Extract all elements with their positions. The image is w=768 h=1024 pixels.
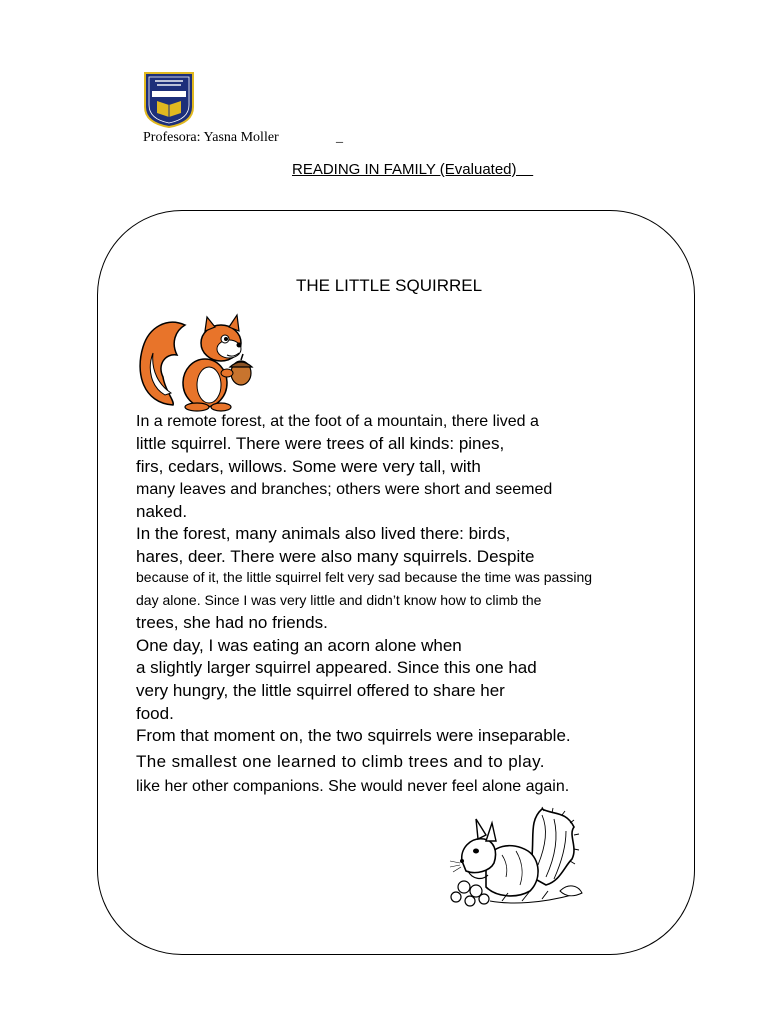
school-crest-logo [143, 71, 195, 129]
story-line: In the forest, many animals also lived there: birds, [136, 524, 511, 543]
document-title: READING IN FAMILY (Evaluated) [292, 161, 534, 178]
story-line: The smallest one learned to climb trees and to play. [136, 752, 545, 771]
story-line: because of it, the little squirrel felt very sad because the time was passing [136, 569, 593, 585]
story-line: hares, deer. There were also many squirrels. Despite [136, 547, 535, 566]
story-line: One day, I was eating an acorn alone when [136, 636, 462, 655]
story-line: naked. [136, 502, 188, 521]
story-title: THE LITTLE SQUIRREL [296, 276, 483, 295]
story-line: a slightly larger squirrel appeared. Since this one had [136, 658, 537, 677]
teacher-name: Profesora: Yasna Moller [143, 130, 279, 145]
story-line: day alone. Since I was very little and didn’t know how to climb the [136, 592, 542, 608]
sketch-squirrel-illustration [442, 805, 584, 909]
story-line: many leaves and branches; others were short and seemed [136, 481, 553, 498]
story-line: In a remote forest, at the foot of a mountain, there lived a [136, 413, 539, 430]
story-line: very hungry, the little squirrel offered to share her [136, 681, 505, 700]
teacher-underscore: _ [336, 130, 343, 145]
cartoon-squirrel-illustration [135, 313, 257, 413]
story-line: like her other companions. She would never feel alone again. [136, 778, 570, 795]
story-line: From that moment on, the two squirrels were inseparable. [136, 726, 571, 745]
story-line: little squirrel. There were trees of all kinds: pines, [136, 434, 505, 453]
story-line: trees, she had no friends. [136, 613, 328, 632]
story-line: food. [136, 704, 174, 723]
story-line: firs, cedars, willows. Some were very tall, with [136, 457, 481, 476]
